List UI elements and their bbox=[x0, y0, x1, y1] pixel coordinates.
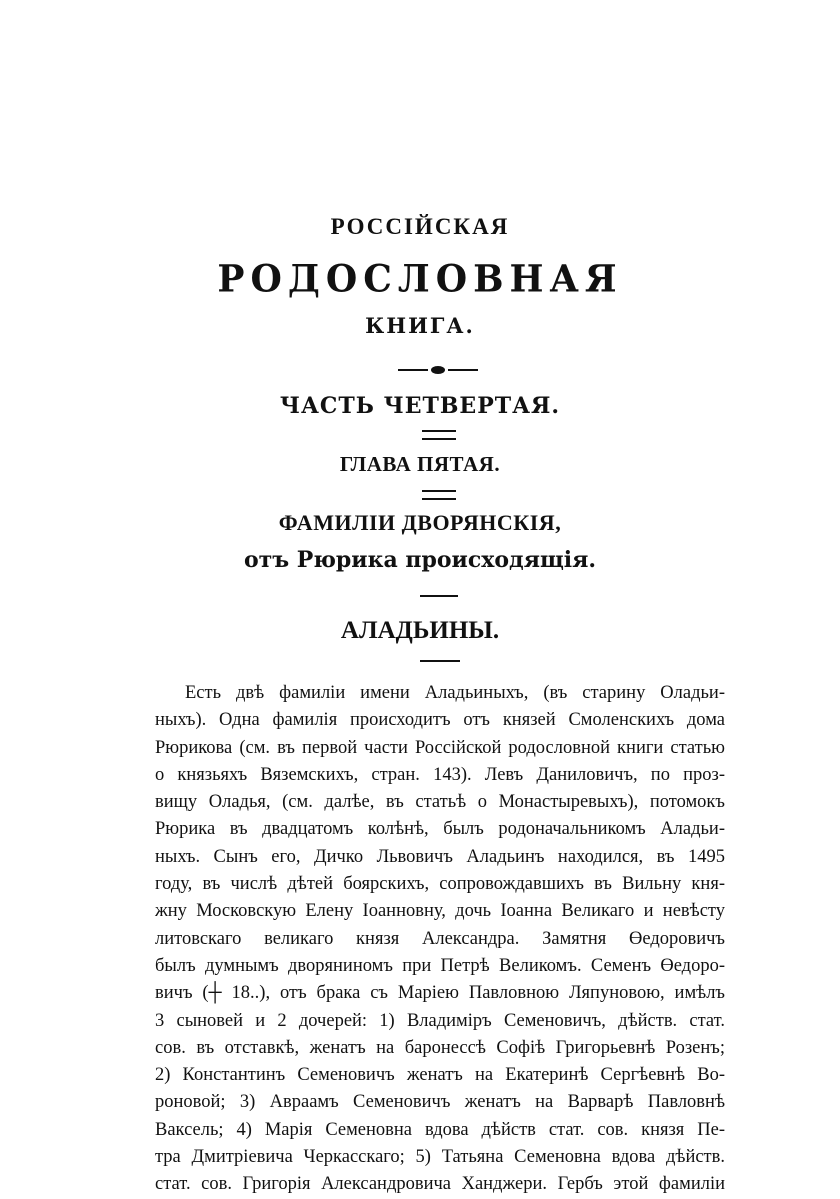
body-line: ныхъ). Одна фамилія происходитъ отъ князей Смоленскихъ дома bbox=[155, 710, 725, 731]
body-line: былъ думнымъ дворяниномъ при Петрѣ Великомъ. Семенъ Өедоро- bbox=[155, 955, 725, 976]
body-line: стат. сов. Григорія Александровича Ханджери. Гербъ этой фамиліи bbox=[155, 1174, 725, 1195]
rule-divider bbox=[420, 595, 458, 597]
rule-divider bbox=[420, 660, 460, 662]
body-line: Рюрикова (см. въ первой части Россійской родословной книги статью bbox=[155, 737, 725, 758]
body-line: роновой; 3) Авраамъ Семеновичъ женатъ на Варварѣ Павловнѣ bbox=[155, 1092, 725, 1113]
double-rule-divider bbox=[422, 490, 456, 500]
family-heading: АЛАДЬИНЫ. bbox=[340, 617, 500, 644]
body-line: ныхъ. Сынъ его, Дичко Львовичъ Аладьинъ находился, въ 1495 bbox=[155, 846, 725, 867]
title-line-1: РОССІЙСКАЯ bbox=[330, 214, 510, 239]
body-line: 2) Константинъ Семеновичъ женатъ на Екатеринѣ Сергѣевнѣ Во- bbox=[155, 1065, 725, 1086]
body-line: вищу Оладья, (см. далѣе, въ статьѣ о Монастыревыхъ), потомокъ bbox=[155, 792, 725, 813]
title-line-3: КНИГА. bbox=[365, 313, 475, 338]
body-line: Рюрика въ двадцатомъ колѣнѣ, былъ родоначальникомъ Аладьи- bbox=[155, 819, 725, 840]
body-line: году, въ числѣ дѣтей боярскихъ, сопровождавшихъ въ Вильну кня- bbox=[155, 874, 725, 895]
body-line: литовскаго великаго князя Александра. Замятня Өедоровичъ bbox=[155, 928, 725, 949]
title-line-2: РОДОСЛОВНАЯ bbox=[217, 256, 623, 302]
ornament-divider bbox=[398, 366, 478, 374]
body-line: Есть двѣ фамиліи имени Аладьиныхъ, (въ старину Оладьи- bbox=[185, 683, 725, 703]
body-line: о князьяхъ Вяземскихъ, стран. 143). Левъ Даниловичъ, по проз- bbox=[155, 764, 725, 785]
body-text bbox=[155, 680, 725, 1199]
body-line: Ваксель; 4) Марія Семеновна вдова дѣйств стат. сов. князя Пе- bbox=[155, 1119, 725, 1140]
section-heading-line-2: отъ Рюрика происходящія. bbox=[243, 547, 597, 573]
part-heading: ЧАСТЬ ЧЕТВЕРТАЯ. bbox=[279, 393, 561, 419]
body-line: 3 сыновей и 2 дочерей: 1) Владиміръ Семеновичъ, дѣйств. стат. bbox=[155, 1010, 725, 1031]
body-line: вичъ (┼ 18..), отъ брака съ Маріею Павловною Ляпуновою, имѣлъ bbox=[155, 983, 725, 1004]
body-line: тра Дмитріевича Черкасскаго; 5) Татьяна Семеновна вдова дѣйств. bbox=[155, 1147, 725, 1168]
double-rule-divider bbox=[422, 430, 456, 440]
body-line: жну Московскую Елену Іоанновну, дочь Іоанна Великаго и невѣсту bbox=[155, 901, 725, 922]
chapter-heading: ГЛАВА ПЯТАЯ. bbox=[339, 452, 501, 476]
body-line: сов. въ отставкѣ, женатъ на баронессѣ Софіѣ Григорьевнѣ Розенъ; bbox=[155, 1037, 725, 1058]
section-heading-line-1: ФАМИЛІИ ДВОРЯНСКІЯ, bbox=[278, 510, 562, 535]
